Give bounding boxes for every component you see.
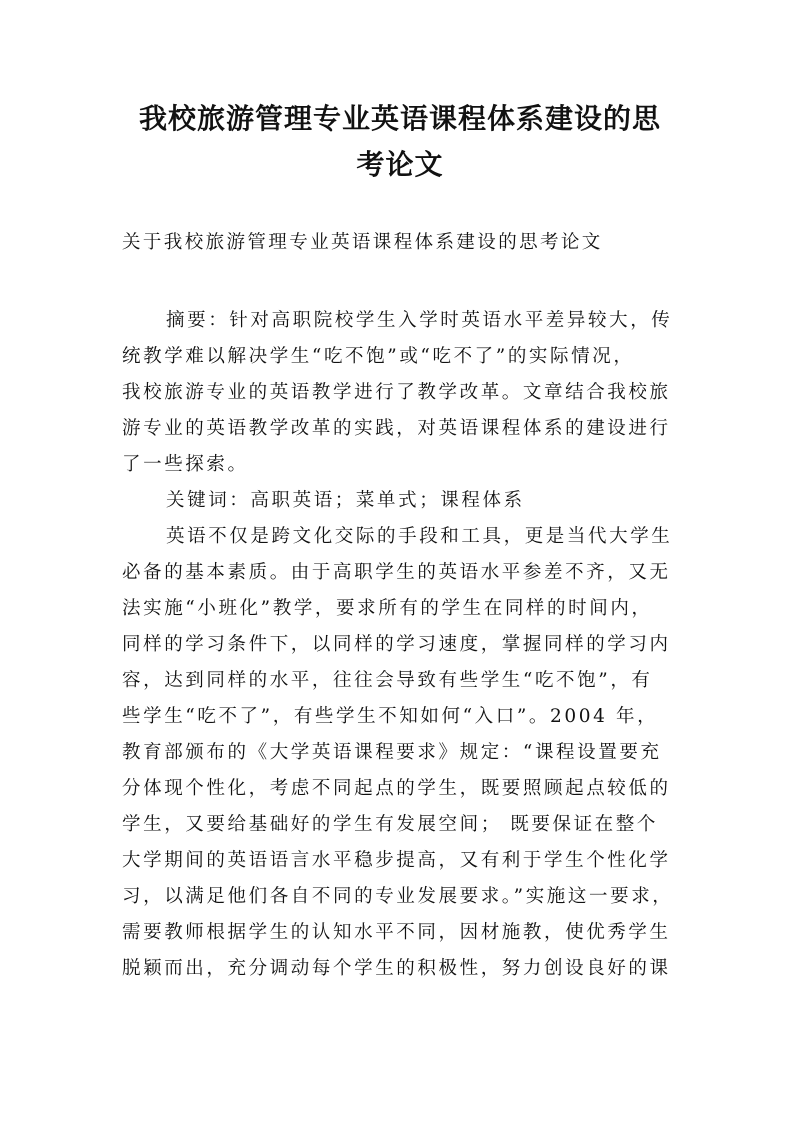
body-line: 英语不仅是跨文化交际的手段和工具，更是当代大学生 (166, 526, 673, 547)
body-line: 分体现个性化，考虑不同起点的学生，既要照顾起点较低的 (122, 778, 671, 799)
body-line: 大学期间的英语语言水平稳步提高，又有利于学生个性化学 (122, 850, 671, 871)
body-line: 习，以满足他们各自不同的专业发展要求。”实施这一要求， (122, 886, 674, 907)
body-line: 教育部颁布的《大学英语课程要求》规定：“课程设置要充 (122, 742, 662, 763)
abstract-line: 摘要：针对高职院校学生入学时英语水平差异较大，传 (166, 310, 673, 331)
abstract-line: 我校旅游专业的英语教学进行了教学改革。文章结合我校旅 (122, 382, 671, 403)
document-body (122, 303, 692, 987)
title-line-2: 考论文 (356, 148, 444, 181)
body-line: 容，达到同样的水平，往往会导致有些学生“吃不饱”，有 (122, 670, 653, 691)
body-line: 学生，又要给基础好的学生有发展空间； 既要保证在整个 (122, 814, 658, 835)
abstract-line: 统教学难以解决学生“吃不饱”或“吃不了”的实际情况， (122, 346, 635, 367)
title-line-1: 我校旅游管理专业英语课程体系建设的思 (138, 102, 661, 135)
body-line: 脱颖而出，充分调动每个学生的积极性，努力创设良好的课 (122, 958, 671, 979)
document-subtitle: 关于我校旅游管理专业英语课程体系建设的思考论文 (122, 232, 603, 253)
body-line: 同样的学习条件下，以同样的学习速度，掌握同样的学习内 (122, 634, 671, 655)
document-title (100, 96, 700, 188)
keywords-line: 关键词：高职英语；菜单式；课程体系 (166, 490, 525, 511)
abstract-line: 了一些探索。 (122, 454, 249, 475)
body-line: 需要教师根据学生的认知水平不同，因材施教，使优秀学生 (122, 922, 671, 943)
abstract-line: 游专业的英语教学改革的实践，对英语课程体系的建设进行 (122, 418, 671, 439)
body-line: 些学生“吃不了”，有些学生不知如何“入口”。2004 年， (122, 706, 659, 727)
body-line: 法实施“小班化”教学，要求所有的学生在同样的时间内， (122, 598, 653, 619)
body-line: 必备的基本素质。由于高职学生的英语水平参差不齐，又无 (122, 562, 671, 583)
